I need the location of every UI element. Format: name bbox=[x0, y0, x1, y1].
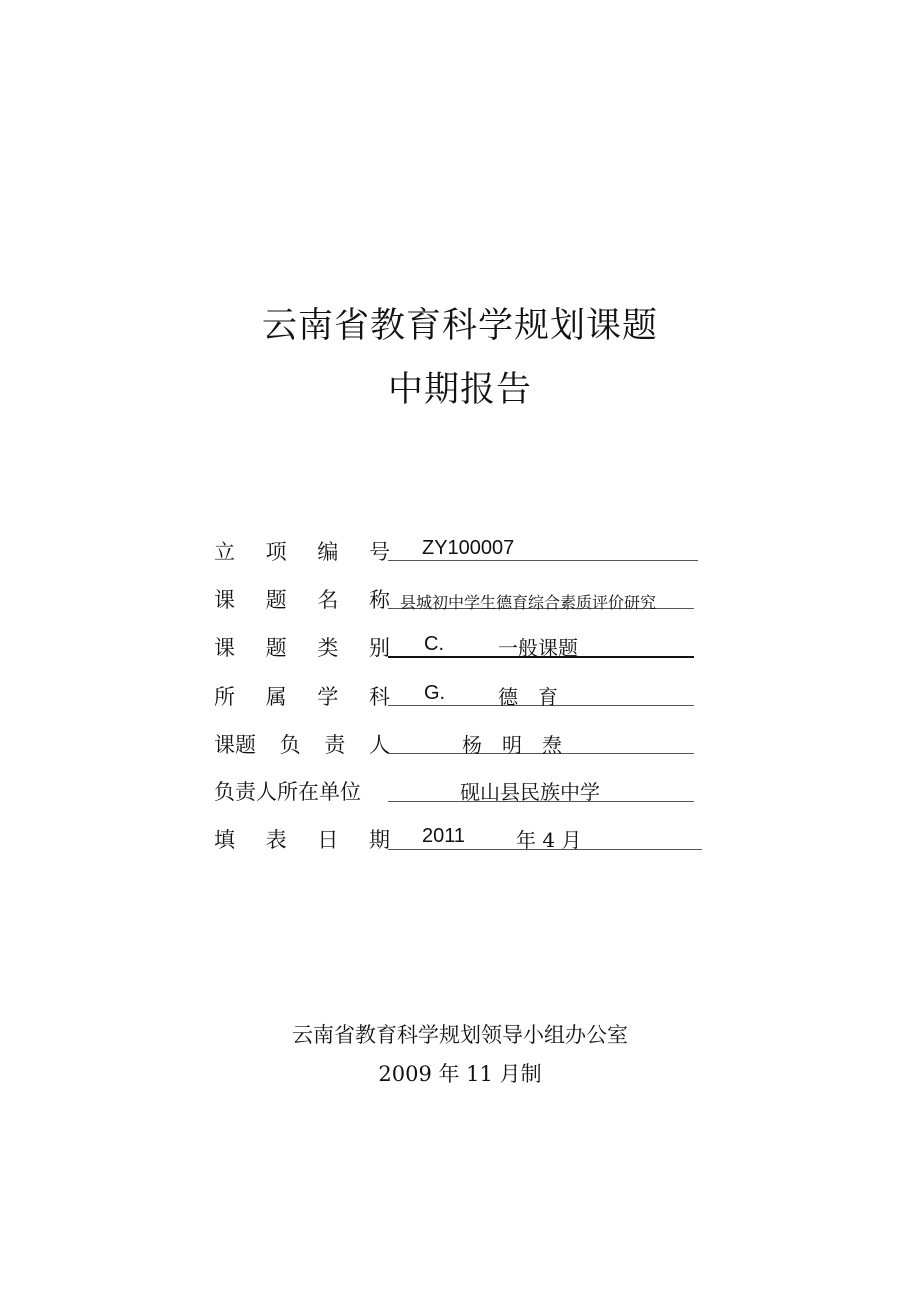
project-number-value: ZY100007 bbox=[422, 537, 515, 559]
category-code: C. bbox=[424, 633, 444, 655]
field-label: 负责人所在单位 bbox=[214, 780, 361, 804]
field-discipline bbox=[0, 681, 920, 715]
topic-name-value: 县城初中学生德育综合素质评价研究 bbox=[400, 593, 657, 612]
field-label: 课 题 名 称 bbox=[214, 588, 390, 612]
field-label: 立 项 编 号 bbox=[214, 540, 390, 564]
principal-value: 杨 明 焘 bbox=[462, 733, 562, 757]
made-date: 2009 年 11 月制 bbox=[378, 1062, 542, 1086]
field-topic-category bbox=[0, 632, 920, 666]
report-subtitle: 中期报告 bbox=[387, 370, 532, 410]
fill-month: 年 4 月 bbox=[516, 828, 582, 852]
field-principal bbox=[0, 729, 920, 763]
fill-line bbox=[388, 560, 698, 561]
fill-year: 2011 bbox=[422, 825, 466, 847]
field-label: 课 题 类 别 bbox=[214, 636, 390, 660]
field-label: 所 属 学 科 bbox=[214, 685, 390, 709]
discipline-value: 德 育 bbox=[498, 685, 558, 709]
discipline-code: G. bbox=[424, 682, 446, 704]
field-principal-unit bbox=[0, 776, 920, 810]
field-label: 课题 负 责 人 bbox=[214, 733, 390, 757]
field-topic-name bbox=[0, 584, 920, 618]
category-value: 一般课题 bbox=[498, 636, 578, 660]
field-fill-date bbox=[0, 824, 920, 858]
field-project-number bbox=[0, 536, 920, 570]
field-label: 填 表 日 期 bbox=[214, 828, 390, 852]
report-title: 云南省教育科学规划课题 bbox=[261, 306, 658, 346]
issuing-office: 云南省教育科学规划领导小组办公室 bbox=[292, 1023, 628, 1047]
principal-unit-value: 砚山县民族中学 bbox=[460, 780, 600, 804]
